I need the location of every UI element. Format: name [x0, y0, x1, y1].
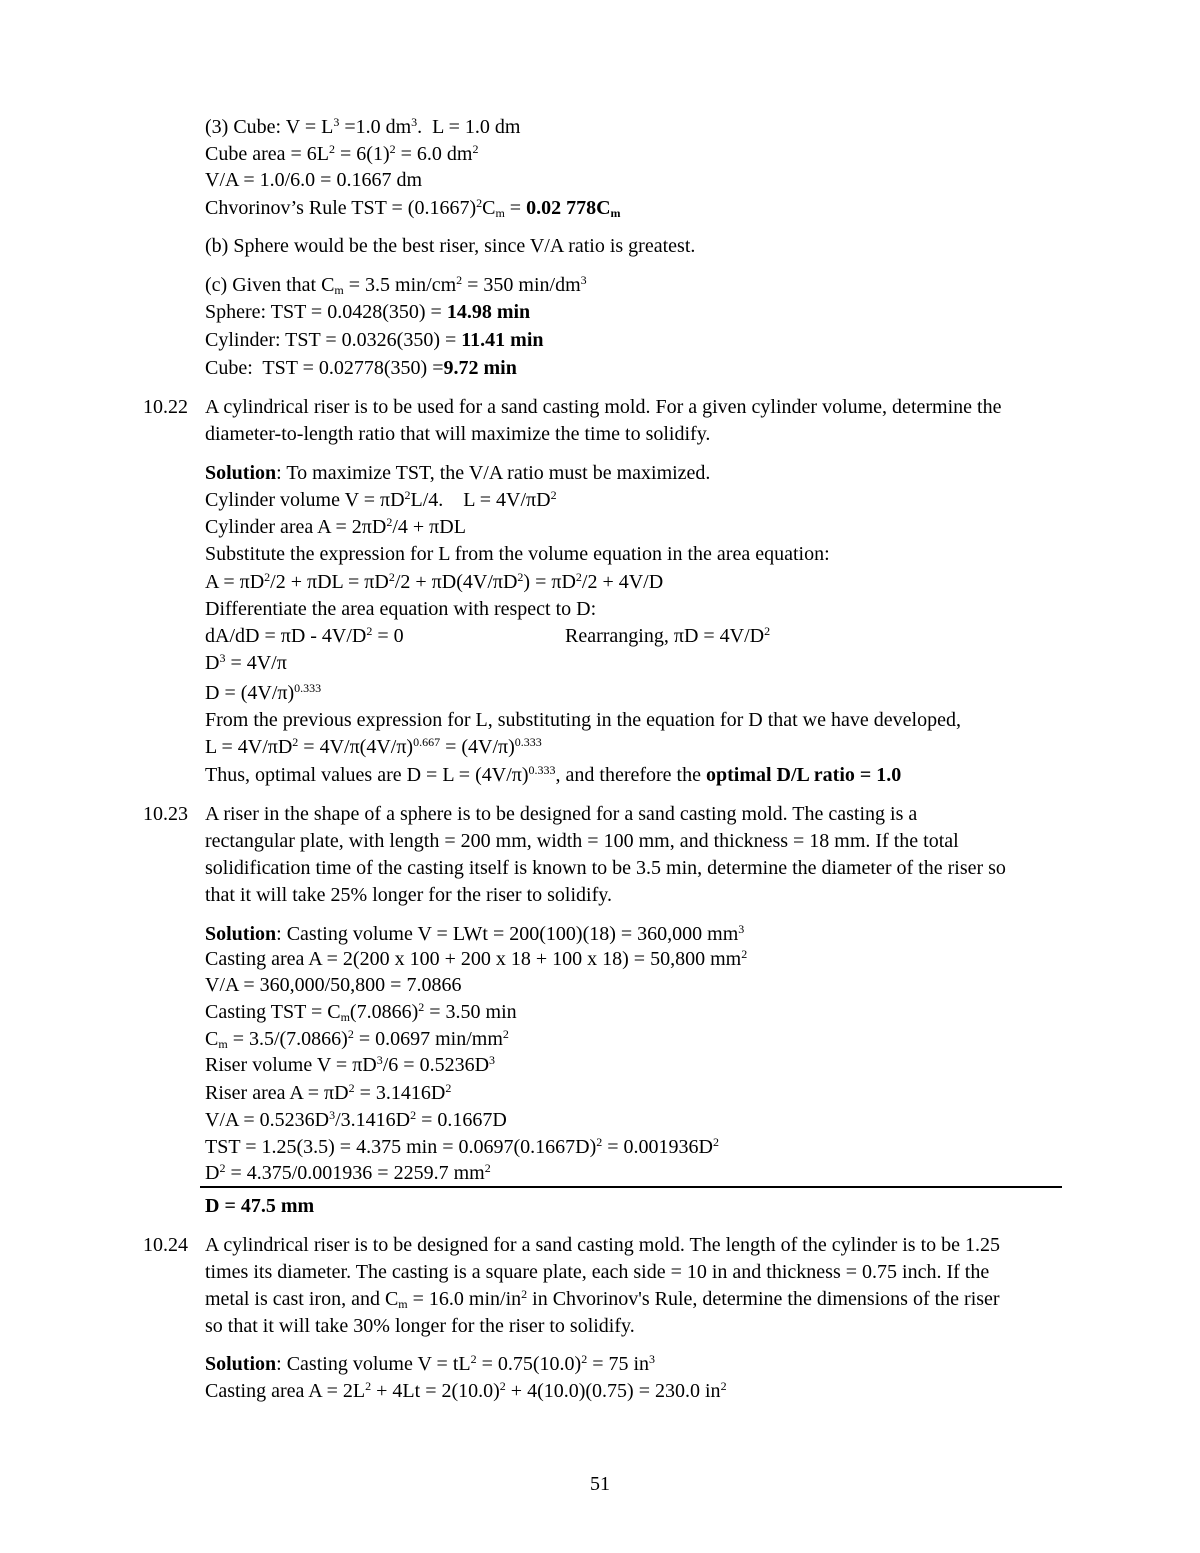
p1022-solution-line-1: Solution: To maximize TST, the V/A ratio must be maximized.: [205, 462, 711, 484]
p1022-solution-line-2: Cylinder volume $V = \pi D^2L/4$. $L = 4V/\pi D^2$: [205, 488, 557, 511]
p1023-question-line-3: solidification time of the casting itself is known to be 3.5 min, determine the diameter of the riser so: [205, 857, 1006, 879]
p1023-solution-line-2: Casting area A = 2(200 x 100 + 200 x 18 + 100 x 18) = 50,800 $mm^2$: [205, 947, 748, 970]
p1022-solution-line-5: $A = \pi D^2/2 + \pi DL = \pi D^2/2 + \pi D(4V/\pi D^2) = \pi D^2/2 + 4V/D$: [205, 570, 664, 593]
p1023-solution-line-1: Solution: Casting volume V = LWt = 200(100)(18) = 360,000 $mm^3$: [205, 922, 745, 945]
p1022-solution-line-11: $L = 4V/\pi D^2 = 4V/\pi(4V/\pi)^{0.667} = (4V/\pi)^{0.333}$: [205, 735, 542, 758]
part-c-line-4: Cube: TST = 0.02778(350) =9.72 min: [205, 357, 517, 379]
part-b-line: (b) Sphere would be the best riser, since V/A ratio is greatest.: [205, 235, 696, 257]
p1022-solution-line-7b: Rearranging, $\pi D = 4V/D^2$: [565, 624, 771, 647]
p1023-solution-line-3: V/A = 360,000/50,800 = 7.0866: [205, 974, 462, 996]
problem-number-10-23: 10.23: [143, 803, 188, 825]
p1023-solution-line-5: $C_m = 3.5/(7.0866)^2 = 0.0697$ $\min/mm^2$: [205, 1027, 509, 1051]
cube-line-4: Chvorinov’s Rule TST = $(0.1667)^2C_m = 0.02$ $778C_m$: [205, 196, 621, 220]
cube-line-1: (3) Cube: $V = L^3 =1.0$ $dm^3$. L = 1.0 dm: [205, 115, 521, 138]
p1022-solution-line-4: Substitute the expression for L from the volume equation in the area equation:: [205, 543, 830, 565]
p1023-question-line-1: A riser in the shape of a sphere is to be designed for a sand casting mold. The casting is a: [205, 803, 918, 825]
problem-number-10-22: 10.22: [143, 396, 188, 418]
p1023-solution-line-8: $V/A = 0.5236D^3/3.1416D^2 = 0.1667D$: [205, 1108, 507, 1131]
part-c-line-3: Cylinder: TST = 0.0326(350) = 11.41 min: [205, 329, 544, 351]
p1023-solution-line-6: Riser volume $V = \pi D^3/6 = 0.5236D^3$: [205, 1053, 496, 1076]
p1023-answer: D = 47.5 mm: [205, 1195, 315, 1217]
p1023-solution-line-10: $D^2 = 4.375/0.001936 = 2259.7$ $mm^2$: [205, 1161, 491, 1184]
answer-divider: [200, 1186, 1062, 1188]
p1022-solution-line-9: $D = (4V/\pi)^{0.333}$: [205, 681, 322, 704]
p1023-solution-line-9: TST = 1.25(3.5) = 4.375 $\min = 0.0697(0.1667D)^2 = 0.001936D^2$: [205, 1135, 719, 1158]
part-c-line-1: (c) Given that $C_m = 3.5$ $\min/cm^2 = 350$ $\min/dm^3$: [205, 273, 587, 297]
p1024-solution-line-2: Casting area $A = 2L^2 + 4Lt = 2(10.0)^2 + 4(10.0)(0.75) = 230.0$ $in^2$: [205, 1379, 727, 1402]
p1024-question-line-2: times its diameter. The casting is a square plate, each side = 10 in and thickness = 0.75 inch. If the: [205, 1261, 990, 1283]
p1023-question-line-4: that it will take 25% longer for the riser to solidify.: [205, 884, 612, 906]
cube-line-3: V/A = 1.0/6.0 = 0.1667 dm: [205, 169, 423, 191]
cube-line-2: Cube area = $6L^2 = 6(1)^2 = 6.0$ $dm^2$: [205, 142, 479, 165]
page-number: 51: [590, 1473, 610, 1495]
p1022-solution-line-12: Thus, optimal values are $D = L = (4V/\pi)^{0.333}$, and therefore the optimal D/L ratio = 1.0: [205, 763, 902, 786]
p1022-question-line-2: diameter-to-length ratio that will maximize the time to solidify.: [205, 423, 711, 445]
p1024-question-line-1: A cylindrical riser is to be designed for a sand casting mold. The length of the cylinder is to be 1.25: [205, 1234, 1000, 1256]
p1024-question-line-3: metal is cast iron, and $C_m = 16.0$ $\min/in^2$ in Chvorinov's Rule, determine the dimensions of the riser: [205, 1287, 1000, 1311]
p1024-question-line-4: so that it will take 30% longer for the riser to solidify.: [205, 1315, 635, 1337]
p1024-solution-line-1: Solution: Casting volume $V = tL^2 = 0.75(10.0)^2 = 75$ $in^3$: [205, 1352, 656, 1375]
p1022-solution-line-10: From the previous expression for L, substituting in the equation for D that we have developed,: [205, 709, 961, 731]
p1022-solution-line-6: Differentiate the area equation with respect to D:: [205, 598, 597, 620]
p1022-solution-line-3: Cylinder area $A = 2\pi D^2/4 + \pi DL$: [205, 515, 466, 538]
p1023-solution-line-7: Riser area $A = \pi D^2 = 3.1416D^2$: [205, 1081, 452, 1104]
p1022-solution-line-8: $D^3 = 4V/\pi$: [205, 651, 287, 674]
part-c-line-2: Sphere: TST = 0.0428(350) = 14.98 min: [205, 301, 531, 323]
p1023-solution-line-4: Casting TST = $C_m(7.0866)^2 = 3.50$ min: [205, 1000, 517, 1024]
p1022-solution-line-7a: $dA/dD = \pi D - 4V/D^2 = 0$: [205, 624, 404, 647]
problem-number-10-24: 10.24: [143, 1234, 188, 1256]
p1022-question-line-1: A cylindrical riser is to be used for a sand casting mold. For a given cylinder volume, determine the: [205, 396, 1002, 418]
p1023-question-line-2: rectangular plate, with length = 200 mm, width = 100 mm, and thickness = 18 mm. If the total: [205, 830, 959, 852]
